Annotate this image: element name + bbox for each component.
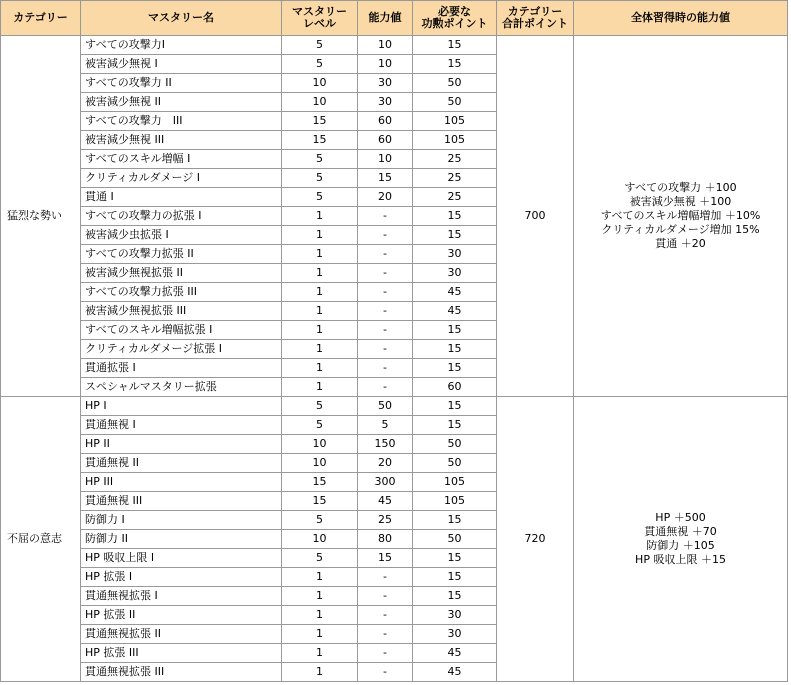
- mastery-level-cell: 15: [282, 492, 358, 511]
- required-points-cell: 15: [413, 55, 497, 74]
- mastery-level-cell: 1: [282, 207, 358, 226]
- summary-line: 貫通 ＋20: [655, 237, 706, 250]
- ability-value-cell: -: [358, 245, 413, 264]
- mastery-name-cell: すべての攻撃力拡張 III: [81, 283, 282, 302]
- mastery-level-cell: 1: [282, 568, 358, 587]
- ability-value-cell: 60: [358, 131, 413, 150]
- mastery-name-cell: HP 拡張 III: [81, 644, 282, 663]
- full-acquire-summary-cell: [574, 36, 788, 397]
- header-ability-value: 能力値: [358, 1, 413, 36]
- ability-value-cell: -: [358, 226, 413, 245]
- mastery-level-cell: 5: [282, 169, 358, 188]
- ability-value-cell: 300: [358, 473, 413, 492]
- required-points-cell: 15: [413, 340, 497, 359]
- mastery-name-cell: 防御力 II: [81, 530, 282, 549]
- required-points-cell: 25: [413, 150, 497, 169]
- ability-value-cell: 20: [358, 188, 413, 207]
- mastery-name-cell: 防御力 I: [81, 511, 282, 530]
- ability-value-cell: -: [358, 644, 413, 663]
- ability-value-cell: 30: [358, 74, 413, 93]
- mastery-level-cell: 5: [282, 397, 358, 416]
- mastery-level-cell: 10: [282, 530, 358, 549]
- required-points-cell: 15: [413, 549, 497, 568]
- summary-line: クリティカルダメージ増加 15%: [601, 223, 760, 236]
- required-points-cell: 105: [413, 492, 497, 511]
- mastery-level-cell: 5: [282, 416, 358, 435]
- summary-line: HP ＋500: [655, 511, 706, 524]
- mastery-level-cell: 10: [282, 454, 358, 473]
- mastery-name-cell: HP III: [81, 473, 282, 492]
- required-points-cell: 15: [413, 359, 497, 378]
- mastery-level-cell: 1: [282, 644, 358, 663]
- mastery-level-cell: 5: [282, 511, 358, 530]
- required-points-cell: 50: [413, 93, 497, 112]
- header-mastery-level: マスタリー レベル: [282, 1, 358, 36]
- required-points-cell: 105: [413, 131, 497, 150]
- required-points-cell: 25: [413, 188, 497, 207]
- mastery-level-cell: 1: [282, 245, 358, 264]
- mastery-name-cell: すべての攻撃力 III: [81, 112, 282, 131]
- ability-value-cell: -: [358, 663, 413, 682]
- ability-value-cell: 15: [358, 169, 413, 188]
- ability-value-cell: -: [358, 207, 413, 226]
- mastery-level-cell: 10: [282, 435, 358, 454]
- mastery-name-cell: 貫通無視拡張 I: [81, 587, 282, 606]
- summary-line: すべての攻撃力 ＋100: [624, 181, 737, 194]
- header-category-total: カテゴリー 合計ポイント: [497, 1, 574, 36]
- mastery-name-cell: 貫通拡張 I: [81, 359, 282, 378]
- required-points-cell: 25: [413, 169, 497, 188]
- ability-value-cell: 20: [358, 454, 413, 473]
- ability-value-cell: 80: [358, 530, 413, 549]
- mastery-level-cell: 1: [282, 226, 358, 245]
- mastery-level-cell: 1: [282, 587, 358, 606]
- required-points-cell: 50: [413, 74, 497, 93]
- mastery-level-cell: 5: [282, 188, 358, 207]
- required-points-cell: 15: [413, 397, 497, 416]
- mastery-level-cell: 15: [282, 112, 358, 131]
- mastery-level-cell: 5: [282, 549, 358, 568]
- mastery-name-cell: 被害減少虫拡張 I: [81, 226, 282, 245]
- ability-value-cell: 10: [358, 36, 413, 55]
- mastery-name-cell: 被害減少無視拡張 II: [81, 264, 282, 283]
- required-points-cell: 15: [413, 587, 497, 606]
- mastery-level-cell: 1: [282, 283, 358, 302]
- ability-value-cell: -: [358, 283, 413, 302]
- mastery-name-cell: クリティカルダメージ I: [81, 169, 282, 188]
- ability-value-cell: 10: [358, 150, 413, 169]
- mastery-level-cell: 1: [282, 378, 358, 397]
- mastery-level-cell: 1: [282, 340, 358, 359]
- mastery-name-cell: 被害減少無視 III: [81, 131, 282, 150]
- ability-value-cell: 45: [358, 492, 413, 511]
- ability-value-cell: 50: [358, 397, 413, 416]
- ability-value-cell: -: [358, 568, 413, 587]
- mastery-name-cell: 被害減少無視 I: [81, 55, 282, 74]
- mastery-level-cell: 1: [282, 302, 358, 321]
- table-body: [1, 36, 788, 682]
- required-points-cell: 50: [413, 435, 497, 454]
- mastery-level-cell: 5: [282, 150, 358, 169]
- table-row: [1, 397, 788, 416]
- mastery-name-cell: HP 拡張 II: [81, 606, 282, 625]
- mastery-name-cell: すべての攻撃力I: [81, 36, 282, 55]
- mastery-name-cell: すべてのスキル増幅 I: [81, 150, 282, 169]
- ability-value-cell: 30: [358, 93, 413, 112]
- table-row: [1, 36, 788, 55]
- header-required-points: 必要な 功勲ポイント: [413, 1, 497, 36]
- mastery-name-cell: 貫通無視拡張 III: [81, 663, 282, 682]
- mastery-level-cell: 1: [282, 663, 358, 682]
- category-cell: 不屈の意志: [1, 397, 81, 682]
- required-points-cell: 15: [413, 36, 497, 55]
- ability-value-cell: 60: [358, 112, 413, 131]
- ability-value-cell: -: [358, 321, 413, 340]
- required-points-cell: 15: [413, 226, 497, 245]
- category-total-cell: 700: [497, 36, 574, 397]
- required-points-cell: 105: [413, 473, 497, 492]
- mastery-name-cell: すべての攻撃力の拡張 I: [81, 207, 282, 226]
- summary-line: 貫通無視 ＋70: [644, 525, 717, 538]
- header-full-acquire: 全体習得時の能力値: [574, 1, 788, 36]
- summary-line: すべてのスキル増幅増加 ＋10%: [600, 209, 761, 222]
- mastery-level-cell: 1: [282, 264, 358, 283]
- mastery-level-cell: 15: [282, 473, 358, 492]
- summary-line: 防御力 ＋105: [646, 539, 715, 552]
- required-points-cell: 15: [413, 321, 497, 340]
- mastery-level-cell: 1: [282, 321, 358, 340]
- mastery-name-cell: HP 拡張 I: [81, 568, 282, 587]
- required-points-cell: 15: [413, 207, 497, 226]
- ability-value-cell: -: [358, 359, 413, 378]
- full-acquire-summary-cell: [574, 397, 788, 682]
- required-points-cell: 15: [413, 511, 497, 530]
- mastery-name-cell: すべての攻撃力 II: [81, 74, 282, 93]
- mastery-level-cell: 1: [282, 359, 358, 378]
- mastery-name-cell: HP II: [81, 435, 282, 454]
- required-points-cell: 30: [413, 606, 497, 625]
- ability-value-cell: -: [358, 606, 413, 625]
- required-points-cell: 30: [413, 625, 497, 644]
- ability-value-cell: -: [358, 340, 413, 359]
- mastery-name-cell: 貫通無視拡張 II: [81, 625, 282, 644]
- ability-value-cell: 25: [358, 511, 413, 530]
- ability-value-cell: 150: [358, 435, 413, 454]
- mastery-name-cell: 貫通無視 III: [81, 492, 282, 511]
- mastery-name-cell: 貫通無視 I: [81, 416, 282, 435]
- required-points-cell: 15: [413, 568, 497, 587]
- header-row: [1, 1, 788, 36]
- ability-value-cell: -: [358, 264, 413, 283]
- ability-value-cell: 15: [358, 549, 413, 568]
- ability-value-cell: -: [358, 587, 413, 606]
- mastery-name-cell: 貫通無視 II: [81, 454, 282, 473]
- required-points-cell: 15: [413, 416, 497, 435]
- mastery-level-cell: 1: [282, 606, 358, 625]
- required-points-cell: 50: [413, 454, 497, 473]
- mastery-level-cell: 5: [282, 36, 358, 55]
- mastery-level-cell: 1: [282, 625, 358, 644]
- ability-value-cell: -: [358, 302, 413, 321]
- required-points-cell: 45: [413, 663, 497, 682]
- mastery-level-cell: 5: [282, 55, 358, 74]
- mastery-level-cell: 10: [282, 74, 358, 93]
- mastery-name-cell: HP I: [81, 397, 282, 416]
- required-points-cell: 30: [413, 245, 497, 264]
- required-points-cell: 45: [413, 283, 497, 302]
- mastery-name-cell: 被害減少無視拡張 III: [81, 302, 282, 321]
- ability-value-cell: -: [358, 378, 413, 397]
- summary-line: 被害減少無視 ＋100: [629, 195, 732, 208]
- summary-line: HP 吸収上限 ＋15: [635, 553, 726, 566]
- mastery-level-cell: 10: [282, 93, 358, 112]
- required-points-cell: 60: [413, 378, 497, 397]
- category-total-cell: 720: [497, 397, 574, 682]
- category-cell: 猛烈な勢い: [1, 36, 81, 397]
- mastery-name-cell: HP 吸収上限 I: [81, 549, 282, 568]
- ability-value-cell: 10: [358, 55, 413, 74]
- mastery-name-cell: クリティカルダメージ拡張 I: [81, 340, 282, 359]
- ability-value-cell: -: [358, 625, 413, 644]
- mastery-name-cell: すべてのスキル増幅拡張 I: [81, 321, 282, 340]
- mastery-name-cell: 被害減少無視 II: [81, 93, 282, 112]
- required-points-cell: 50: [413, 530, 497, 549]
- ability-value-cell: 5: [358, 416, 413, 435]
- mastery-level-cell: 15: [282, 131, 358, 150]
- header-mastery-name: マスタリー名: [81, 1, 282, 36]
- required-points-cell: 30: [413, 264, 497, 283]
- mastery-name-cell: すべての攻撃力拡張 II: [81, 245, 282, 264]
- required-points-cell: 105: [413, 112, 497, 131]
- required-points-cell: 45: [413, 302, 497, 321]
- mastery-name-cell: スペシャルマスタリー拡張: [81, 378, 282, 397]
- header-category: カテゴリー: [1, 1, 81, 36]
- required-points-cell: 45: [413, 644, 497, 663]
- mastery-name-cell: 貫通 I: [81, 188, 282, 207]
